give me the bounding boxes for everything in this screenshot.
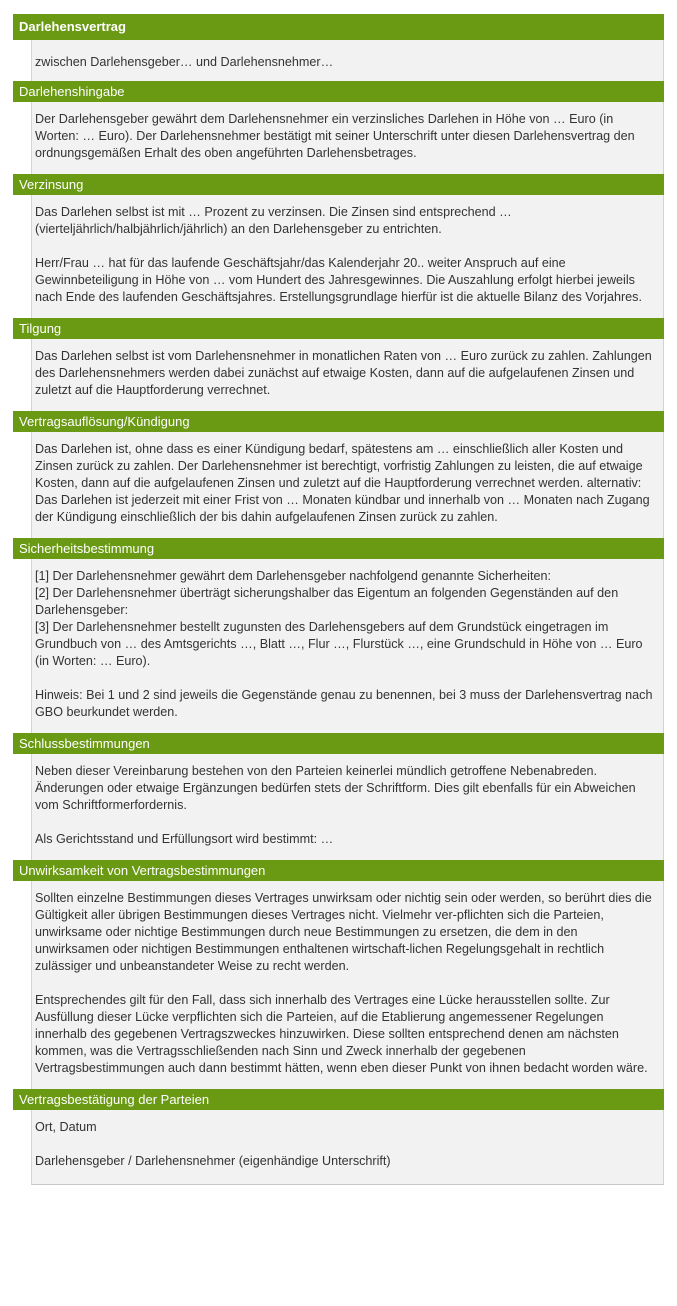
paragraph <box>35 992 653 1077</box>
paragraph <box>35 1119 653 1136</box>
section-heading: Vertragsauflösung/Kündigung <box>13 411 664 432</box>
paragraph-text: zwischen Darlehensgeber… und Darlehensnehmer… <box>35 55 334 69</box>
section-body <box>31 1110 664 1185</box>
section-darlehensvertrag <box>13 14 664 81</box>
paragraph <box>35 568 653 670</box>
paragraph-text: Herr/Frau … hat für das laufende Geschäftsjahr/das Kalenderjahr 20.. weiter Anspruch auf eine Gewinnbeteiligung in Höhe von … vom Hundert des Jahresgewinnes. Die Auszahlung erfolgt hierbei jeweils nach Ende des laufenden Geschäftsjahres. Erstellungsgrundlage hierfür ist die aktuelle Bilanz des Vorjahres. <box>35 256 642 304</box>
section-body <box>31 339 664 411</box>
section-body <box>31 754 664 860</box>
section-vertragsbest-tigung-der-parteien <box>13 1089 664 1185</box>
section-heading: Unwirksamkeit von Vertragsbestimmungen <box>13 860 664 881</box>
section-heading: Schlussbestimmungen <box>13 733 664 754</box>
paragraph <box>35 255 653 306</box>
paragraph <box>35 111 653 162</box>
paragraph <box>35 348 653 399</box>
paragraph-text: Neben dieser Vereinbarung bestehen von den Parteien keinerlei mündlich getroffene Nebenabreden. Änderungen oder etwaige Ergänzungen bedürfen stets der Schriftform. Dies gilt ebenfalls für ein Abweichen vom Schriftformerfordernis. <box>35 764 636 812</box>
section-body <box>31 40 664 81</box>
paragraph-text: [3] Der Darlehensnehmer bestellt zugunsten des Darlehensgebers auf dem Grundstück eingetragen im Grundbuch von … des Amtsgerichts …, Blatt …, Flur …, Flurstück …, eine Grundschuld in Höhe von … Euro (in Worten: … Euro). <box>35 620 643 668</box>
paragraph-text: Entsprechendes gilt für den Fall, dass sich innerhalb des Vertrages eine Lücke herausstellen sollte. Zur Ausfüllung dieser Lücke verpflichten sich die Parteien, auf die Etablierung angemessener Regelungen innerhalb des gegebenen Vertragszweckes hinzuwirken. Diese sollten entsprechend denen am nächsten kommen, was die Vertragsschließenden nach Sinn und Zweck innerhalb der gegebenen Vertragsbestimmungen auch dann bestimmt hätten, wenn eben dieser Punkt von ihnen bedacht worden wäre. <box>35 993 648 1075</box>
section-vertragsaufl-sung-k-ndigung <box>13 411 664 538</box>
paragraph-text: Das Darlehen selbst ist mit … Prozent zu verzinsen. Die Zinsen sind entsprechend … (vierteljährlich/halbjährlich/jährlich) an den Darlehensgeber zu entrichten. <box>35 205 512 236</box>
section-body <box>31 432 664 538</box>
section-schlussbestimmungen <box>13 733 664 860</box>
paragraph <box>35 687 653 721</box>
section-unwirksamkeit-von-vertragsbestimmungen <box>13 860 664 1089</box>
section-tilgung <box>13 318 664 411</box>
section-heading: Vertragsbestätigung der Parteien <box>13 1089 664 1110</box>
section-body <box>31 195 664 318</box>
paragraph-text: Der Darlehensgeber gewährt dem Darlehensnehmer ein verzinsliches Darlehen in Höhe von … Euro (in Worten: … Euro). Der Darlehensnehmer bestätigt mit seiner Unterschrift unter diesen Darlehensvertrag den ordnungsgemäßen Erhalt des oben angeführten Darlehensbetrages. <box>35 112 635 160</box>
section-body <box>31 102 664 174</box>
paragraph <box>35 763 653 814</box>
section-body <box>31 881 664 1089</box>
section-verzinsung <box>13 174 664 318</box>
section-darlehenshingabe <box>13 81 664 174</box>
paragraph <box>35 890 653 975</box>
paragraph <box>35 204 653 238</box>
paragraph <box>35 441 653 526</box>
paragraph-text: Sollten einzelne Bestimmungen dieses Vertrages unwirksam oder nichtig sein oder werden, so berührt dies die Gültigkeit aller übrigen Bestimmungen dieses Vertrages nicht. Vielmehr ver-pflichten sich die Parteien, unwirksame oder nichtige Bestimmungen durch neue Bestimmungen zu ersetzen, die dem in den unwirksamen oder nichtigen Bestimmungen enthaltenen wirtschaft-lichen Regelungsgehalt in rechtlich zulässiger und unbeanstandeter Weise zu recht werden. <box>35 891 652 973</box>
section-heading: Sicherheitsbestimmung <box>13 538 664 559</box>
paragraph-text: Hinweis: Bei 1 und 2 sind jeweils die Gegenstände genau zu benennen, bei 3 muss der Darlehensvertrag nach GBO beurkundet werden. <box>35 688 653 719</box>
paragraph-text: Ort, Datum <box>35 1120 97 1134</box>
paragraph-text: [2] Der Darlehensnehmer überträgt sicherungshalber das Eigentum an folgenden Gegenständen auf den Darlehensgeber: <box>35 586 619 617</box>
loan-contract-document <box>13 14 664 1185</box>
section-heading: Darlehenshingabe <box>13 81 664 102</box>
paragraph-text: Darlehensgeber / Darlehensnehmer (eigenhändige Unterschrift) <box>35 1154 391 1168</box>
section-heading: Tilgung <box>13 318 664 339</box>
paragraph-text: Das Darlehen selbst ist vom Darlehensnehmer in monatlichen Raten von … Euro zurück zu zahlen. Zahlungen des Darlehensnehmers werden dabei zunächst auf etwaige Kosten, dann auf die aufgelaufenen Zinsen und zuletzt auf die Hauptforderung verrechnet. <box>35 349 652 397</box>
paragraph <box>35 54 653 71</box>
document-title: Darlehensvertrag <box>13 14 664 40</box>
section-sicherheitsbestimmung <box>13 538 664 733</box>
paragraph <box>35 831 653 848</box>
paragraph-text: Als Gerichtsstand und Erfüllungsort wird bestimmt: … <box>35 832 334 846</box>
paragraph-text: Das Darlehen ist, ohne dass es einer Kündigung bedarf, spätestens am … einschließlich aller Kosten und Zinsen zurück zu zahlen. Der Darlehensnehmer ist berechtigt, vorfristig Zahlungen zu leisten, die auf etwaige Kosten, dann auf die aufgelaufenen Zinsen und zuletzt auf die Hauptforderung verrechnet werden. alternativ: Das Darlehen ist jederzeit mit einer Frist von … Monaten kündbar und innerhalb von … Monaten nach Zugang der Kündigung einschließlich der bis dahin aufgelaufenen Zinsen zurück zu zahlen. <box>35 442 650 524</box>
section-heading: Verzinsung <box>13 174 664 195</box>
paragraph <box>35 1153 653 1170</box>
section-body <box>31 559 664 733</box>
paragraph-text: [1] Der Darlehensnehmer gewährt dem Darlehensgeber nachfolgend genannte Sicherheiten: <box>35 569 551 583</box>
